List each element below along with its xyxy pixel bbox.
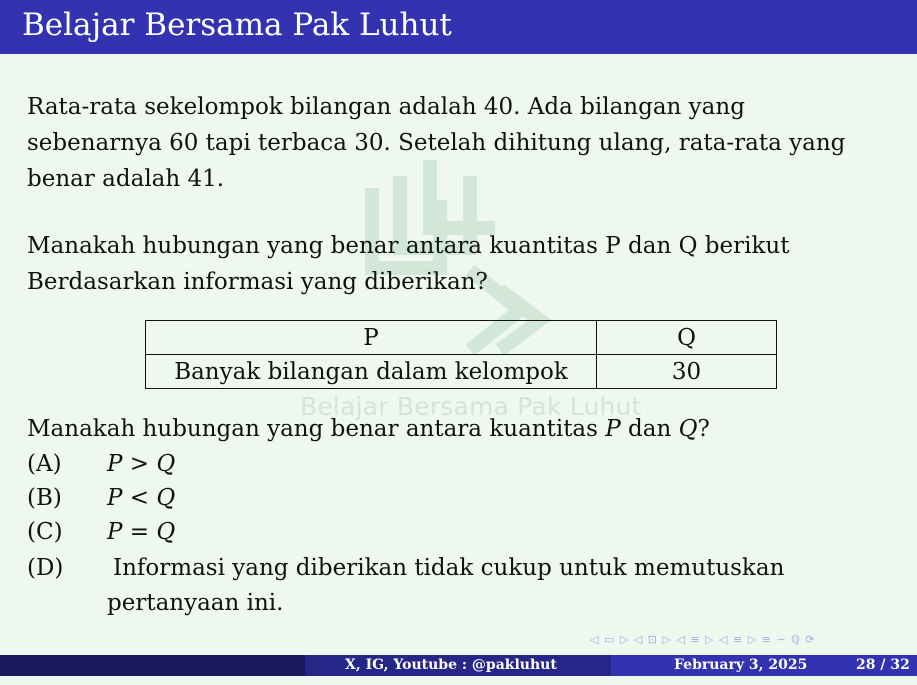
question-mid: dan — [620, 416, 679, 442]
problem-line-5: Berdasarkan informasi yang diberikan? — [27, 269, 488, 295]
table-row — [146, 355, 777, 389]
problem-line-4: Manakah hubungan yang benar antara kuantitas P dan Q berikut — [27, 233, 790, 259]
question-q: Q — [678, 416, 698, 442]
footer-date: February 3, 2025 — [674, 657, 808, 673]
option-d-label: (D) — [27, 555, 64, 581]
footer-right — [611, 655, 917, 676]
option-c-label: (C) — [27, 519, 63, 545]
bottom-strip — [0, 676, 917, 681]
footer-middle — [305, 655, 611, 676]
slide-title: Belajar Bersama Pak Luhut — [22, 7, 452, 43]
option-b-label: (B) — [27, 485, 62, 511]
problem-statement — [27, 89, 897, 197]
title-bar — [0, 0, 917, 54]
watermark-text: Belajar Bersama Pak Luhut — [300, 392, 642, 421]
header-p: P — [146, 321, 597, 355]
problem-line-3: benar adalah 41. — [27, 166, 225, 192]
option-d-text-line-1: Informasi yang diberikan tidak cukup untuk memutuskan — [113, 555, 785, 581]
footer — [0, 655, 917, 676]
option-b-text: P < Q — [107, 485, 176, 511]
question-suffix: ? — [697, 416, 710, 442]
problem-line-2: sebenarnya 60 tapi terbaca 30. Setelah dihitung ulang, rata-rata yang — [27, 130, 846, 156]
cell-p: Banyak bilangan dalam kelompok — [146, 355, 597, 389]
footer-social: X, IG, Youtube : @pakluhut — [345, 657, 557, 673]
quantity-table — [145, 320, 777, 389]
option-a-text: P > Q — [107, 451, 176, 477]
problem-prompt — [27, 228, 897, 300]
question-p: P — [605, 416, 621, 442]
footer-left — [0, 655, 305, 676]
cell-q: 30 — [597, 355, 777, 389]
question-prefix: Manakah hubungan yang benar antara kuantitas — [27, 416, 606, 442]
problem-line-1: Rata-rata sekelompok bilangan adalah 40. Ada bilangan yang — [27, 94, 745, 120]
question — [27, 411, 710, 447]
footer-page-number: 28 / 32 — [856, 657, 910, 673]
option-c-text: P = Q — [107, 519, 176, 545]
table-header-row — [146, 321, 777, 355]
option-d-text-line-2: pertanyaan ini. — [107, 590, 284, 616]
beamer-navigation-icons[interactable]: ◁ ▭ ▷ ◁ ⊡ ▷ ◁ ≡ ▷ ◁ ≡ ▷ ≡ ∽ ℚ ⟳ — [590, 633, 816, 646]
header-q: Q — [597, 321, 777, 355]
option-a-label: (A) — [27, 451, 62, 477]
